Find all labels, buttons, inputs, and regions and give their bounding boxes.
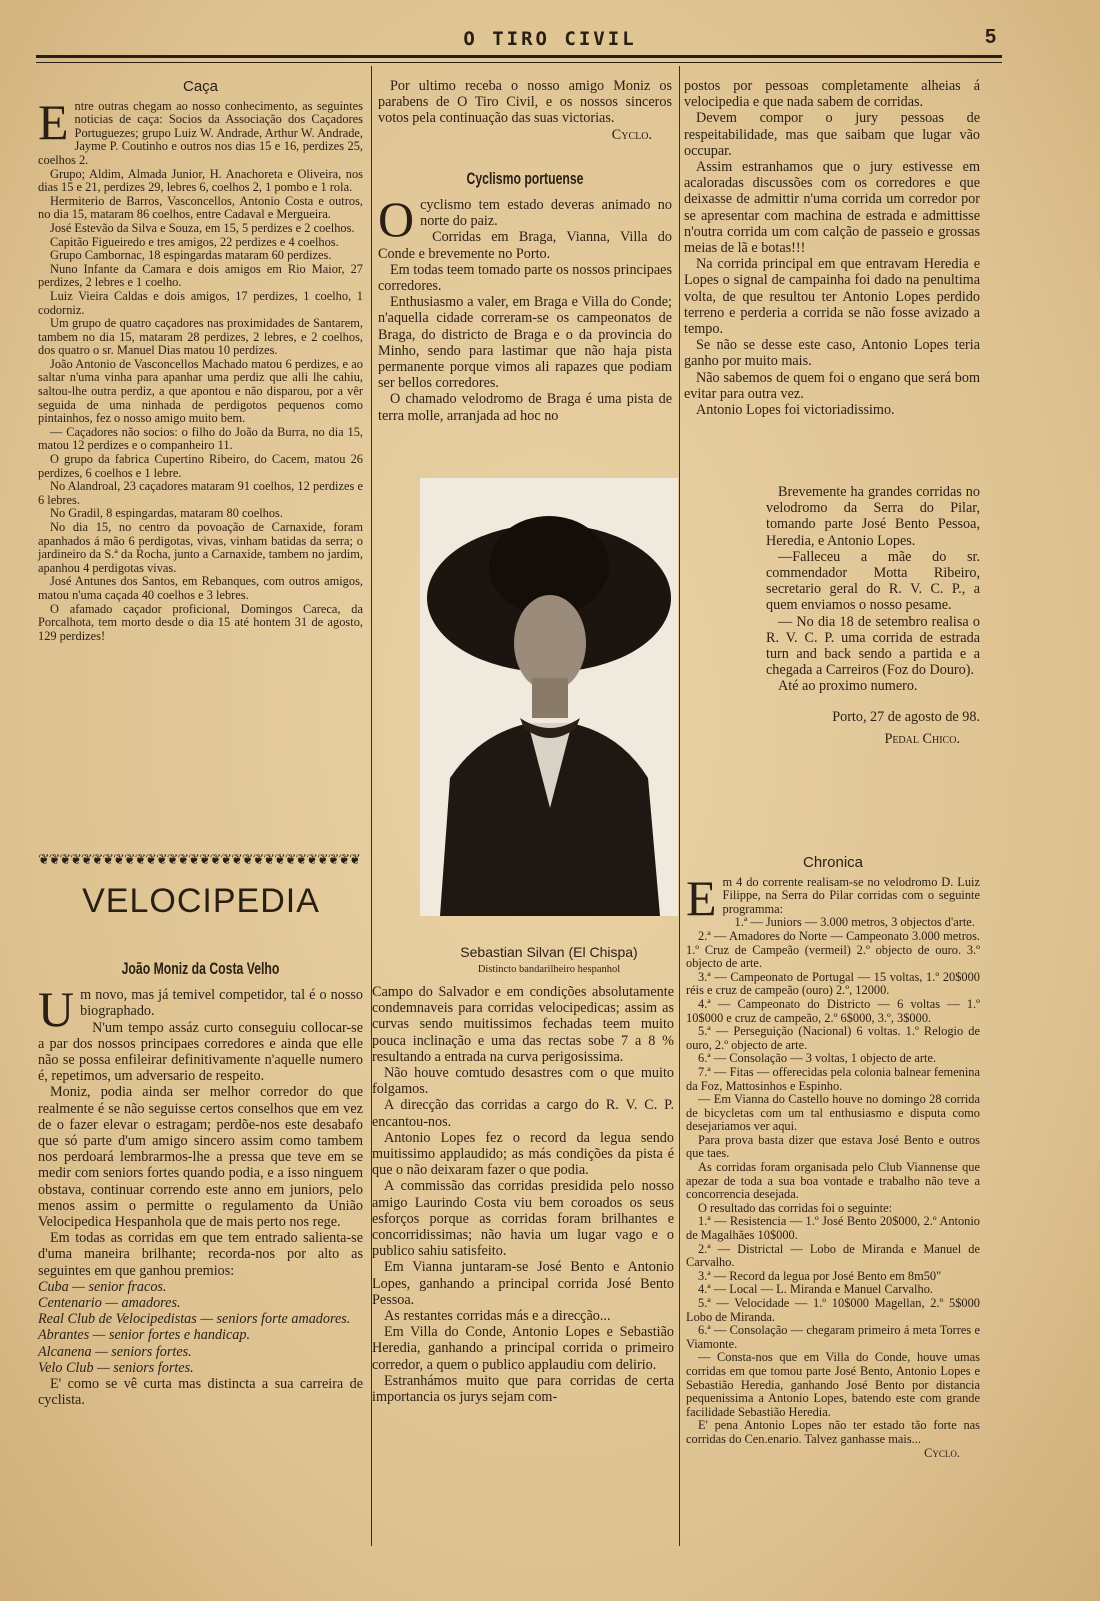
drop-cap: E [38,93,69,150]
paragraph: José Estevão da Silva e Souza, em 15, 5 perdizes e 2 coelhos. [50,220,355,235]
paragraph: As restantes corridas más e a direcção... [384,1308,611,1325]
ornamental-divider: ❦❦❦❦❦❦❦❦❦❦❦❦❦❦❦❦❦❦❦❦❦❦❦❦❦❦❦❦❦❦ [38,853,360,868]
paragraph: 4.ª — Campeonato do Districto — 6 voltas — 1.º 10$000 e cruz de campeão, 2.º 6$000, 3.º, 3$000. [686,996,980,1025]
paragraph: — No dia 18 de setembro realisa o R. V. C. P. uma corrida de estrada turn and back sendo a partida e a chegada a Carreiros (Foz do Douro). [766,613,980,679]
portrait-illustration [420,478,678,916]
paragraph: 6.ª — Consolação — chegaram primeiro á meta Torres e Viamonte. [686,1323,980,1351]
paragraph: No Gradil, 8 espingardas, mataram 80 coelhos. [50,506,283,521]
paragraph: Até ao proximo numero. [778,678,918,695]
paragraph: 2.ª — Amadores do Norte — Campeonato 3.000 metros. 1.º Cruz de Campeão (vermeil) 2.º objecto de ouro. 3.º objecto de arte. [686,928,980,971]
paragraph: 2.ª — Districtal — Lobo de Miranda e Manuel de Carvalho. [686,1241,980,1270]
paragraph: 7.ª — Fitas — offerecidas pela colonia balnear femenina da Foz, Mattosinhos e Espinho. [686,1064,980,1093]
paragraph: E' pena Antonio Lopes não ter estado tão forte nas corridas do Cen.enario. Talvez ganhasse mais... [686,1418,980,1446]
paragraph: 1.ª — Juniors — 3.000 metros, 3 objectos d'arte. [734,915,975,930]
paragraph: Entre outras chegam ao nosso conhecimento, as seguintes noticias de caça: Socios da Associação dos Caçadores Portuguezes; grupo Luiz W. Andrade, Arthur W. Andrade, Jayme P. Coutinho e outros nos dias 15 e 16, perdizes 25, coelhos 2. [38,93,363,167]
paragraph: Por ultimo receba o nosso amigo Moniz os parabens de O Tiro Civil, e os nossos sinceros votos pela continuação das suas victorias. [378,78,672,127]
paragraph: Corridas em Braga, Vianna, Villa do Conde e brevemente no Porto. [378,229,672,262]
paragraph: 1.ª — Resistencia — 1.º José Bento 20$000, 2.º Antonio de Magalhães 10$000. [686,1214,980,1243]
paragraph: Enthusiasmo a valer, em Braga e Villa do Conde; n'aquella cidade correram-se os campeonatos de Braga, do districto de Braga e o da provincia do Minho, sendo para lastimar que não haja pista permanente porque vimos ali rapazes que podiam ser bellos corredores. [378,294,672,392]
signature: Pedal Chico. [884,730,960,747]
paragraph: Hermiterio de Barros, Vasconcellos, Antonio Costa e outros, no dia 15, mataram 86 coelhos, entre Cadaval e Mergueira. [38,193,363,222]
paragraph: José Antunes dos Santos, em Rebanques, com outros amigos, matou n'uma caçada 40 coelhos e 3 lebres. [38,574,363,602]
paragraph: Um novo, mas já temivel competidor, tal é o nosso biographado. [38,981,363,1038]
paragraph: Devem compor o jury pessoas de respeitabilidade, mas que saibam que lugar vão occupar. [684,110,980,159]
signature: Cyclo. [611,126,652,143]
masthead [0,28,1100,50]
paragraph: O grupo da fabrica Cupertino Ribeiro, do Cacem, matou 26 perdizes, 6 coelhos e 1 lebre. [38,452,363,480]
chronica-heading: Chronica [802,854,864,871]
cyclismo-heading: Cyclismo portuense [466,168,584,188]
paragraph: No Alandroal, 23 caçadores mataram 91 coelhos, 12 perdizes e 6 lebres. [38,479,363,507]
paragraph: Um grupo de quatro caçadores nas proximidades de Santarem, tambem no dia 15, mataram 28 perdizes, 2 lebres, e 2 coelhos, dos quatro o sr. Manuel Dias matou 10 perdizes. [38,316,363,358]
drop-cap: U [38,981,75,1038]
paragraph: O cyclismo tem estado deveras animado no norte do paiz. [378,191,672,248]
paragraph: 6.ª — Consolação — 3 voltas, 1 objecto de arte. [698,1051,937,1066]
paragraph: Antonio Lopes fez o record da legua sendo muitissimo applaudido; as más condições da pista é que o não deixaram fazer o que podia. [372,1129,674,1179]
velocipedia-subheading: João Moniz da Costa Velho [121,959,280,978]
signature: Cyclo. [924,1445,960,1460]
paragraph: Estranhámos muito que para corridas de certa importancia os jurys sejam com- [372,1372,674,1406]
paragraph: A commissão das corridas presidida pelo nosso amigo Laurindo Costa viu bem coroados os seus esforços porque as corridas foram brilhantes e concorridissimas; não havia um lugar vago e o publico sahiu satisfeito. [372,1178,674,1260]
paragraph: — Em Vianna do Castello houve no domingo 28 corrida de bicycletas com um tal enthusiasmo e disputa como desejariamos ver aqui. [686,1092,980,1134]
paragraph: Em todas as corridas em que tem entrado salienta-se d'uma maneira brilhante; recorda-nos por alto as seguintes em que ganhou premios: [38,1230,363,1279]
paragraph: Em 4 do corrente realisam-se no velodromo D. Luiz Filippe, na Serra do Pilar corridas com o seguinte programma: [686,869,980,926]
list-item: Alcanena — seniors fortes. [38,1343,192,1360]
list-item: Real Club de Velocipedistas — seniors forte amadores. [38,1311,351,1328]
masthead-rule [36,55,1002,63]
paragraph: No dia 15, no centro da povoação de Carnaxide, foram apanhados á mão 6 perdigotas, vivas, vinham batidas da serra; o jardineiro da S.ª da Rocha, junto a Carnaxide, tambem no jardim, apanhou 4 perdigotas vivas. [38,520,363,575]
velocipedia-title: VELOCIPEDIA [82,882,320,920]
paragraph: Para prova basta dizer que estava José Bento e outros que taes. [686,1132,980,1161]
paragraph: postos por pessoas completamente alheias á velocipedia e que nada sabem de corridas. [684,78,980,111]
paragraph: Capitão Figueiredo e tres amigos, 22 perdizes e 4 coelhos. [50,234,339,249]
chronica-article [686,852,980,1460]
paragraph: As corridas foram organisada pelo Club Viannense que apezar de toda a sua boa vontade e trabalho não teve a concorrencia desejada. [686,1160,980,1202]
paragraph: 3.ª — Record da legua por José Bento em 8m50" [698,1268,942,1283]
paragraph: 5.ª — Perseguição (Nacional) 6 voltas. 1.º Relogio de ouro, 2.º objecto de arte. [686,1024,980,1052]
dateline: Porto, 27 de agosto de 98. [832,708,980,725]
page-number: 5 [985,26,997,48]
paragraph: Luiz Vieira Caldas e dois amigos, 17 perdizes, 1 coelho, 1 codorniz. [38,288,363,317]
paragraph: 5.ª — Velocidade — 1.º 10$000 Magellan, 2.º 5$000 Lobo de Miranda. [686,1296,980,1324]
column-2-bottom [372,984,674,1405]
caca-article [38,76,363,643]
paragraph: N'um tempo assáz curto conseguiu collocar-se a par dos nossos principaes corredores e ainda que elle não se possa enfileirar definitivamente n'aquelle numero é, repetimos, um adversario de respeito. [38,1019,363,1085]
paragraph: Grupo Cambornac, 18 espingardas mataram 60 perdizes. [50,248,332,263]
paragraph: Em Villa do Conde, Antonio Lopes e Sebastião Heredia, ganhando a principal corrida o primeiro corredor, a quem o publico applaudiu com delirio. [372,1324,674,1373]
paragraph: E' como se vê curta mas distincta a sua carreira de cyclista. [38,1376,363,1409]
paragraph: João Antonio de Vasconcellos Machado matou 6 perdizes, e ao saltar n'uma vinha para apanhar uma perdiz que alli lhe cahiu, saltou-lhe outra perdiz, a que apontou e não disparou, por a vêr seguida de uma ninhada de perdigotos pequenos como pintainhos, fez o nosso amigo muito bem. [38,356,363,426]
paragraph: Na corrida principal em que entravam Heredia e Lopes o signal de campainha foi dado na penultima volta, de que resultou ter Antonio Lopes perdido terreno e perderia a corrida se não fosse avizado a tempo. [684,256,980,338]
column-3-top [684,78,980,418]
list-item: Abrantes — senior fortes e handicap. [38,1327,251,1344]
paragraph: A direcção das corridas a cargo do R. V. C. P. encantou-nos. [372,1097,674,1130]
velocipedia-article [38,955,363,1408]
paragraph: 4.ª — Local — L. Miranda e Manuel Carvalho. [698,1282,933,1297]
paragraph: Não sabemos de quem foi o engano que será bom evitar para outra vez. [684,369,980,402]
list-item: Velo Club — seniors fortes. [38,1359,194,1376]
paragraph: O afamado caçador proficional, Domingos Careca, da Porcalhota, tem morto desde o dia 15 até hontem 31 de agosto, 129 perdizes! [38,601,363,643]
paragraph: Campo do Salvador e em condições absolutamente condemnaveis para corridas velocipedicas; assim as curvas sendo muitissimos fechadas teem muito pouca inclinação e uma das rectas sobe 7 a 8 % resultando a entrada na curva perigosissima. [372,984,674,1065]
column-divider [679,66,680,1546]
paragraph: Antonio Lopes foi victoriadissimo. [696,402,895,419]
paragraph: Grupo; Aldim, Almada Junior, H. Anachoreta e Oliveira, nos dias 15 e 21, perdizes 29, lebres 6, coelhos 2, 1 pombo e 1 rola. [38,166,363,195]
paragraph: —Falleceu a mãe do sr. commendador Motta Ribeiro, secretario geral do R. V. C. P., a quem enviamos o nosso pesame. [766,548,980,614]
drop-cap: E [686,869,717,926]
caca-heading: Caça [182,78,219,95]
paragraph: Em todas teem tomado parte os nossos principaes corredores. [378,261,672,295]
paragraph: Se não se desse este caso, Antonio Lopes teria ganho por muito mais. [684,337,980,370]
paragraph: O chamado velodromo de Braga é uma pista de terra molle, arranjada ad hoc no [378,391,672,424]
list-item: Cuba — senior fracos. [38,1278,167,1295]
paragraph: 3.ª — Campeonato de Portugal — 15 voltas, 1.º 20$000 réis e cruz de campeão (ouro) 2.º, 12000. [686,969,980,998]
paragraph: Brevemente ha grandes corridas no velodromo da Serra do Pilar, tomando parte José Bento Pessoa, Heredia, e Antonio Lopes. [766,484,980,549]
column-3-middle [766,484,980,747]
paragraph: Não houve comtudo desastres com o que muito folgamos. [372,1065,674,1098]
photo-subcaption: Distincto bandarilheiro hespanhol [477,964,621,975]
paragraph: O resultado das corridas foi o seguinte: [698,1200,893,1215]
paragraph: Nuno Infante da Camara e dois amigos em Rio Maior, 27 perdizes, 2 lebres e 1 coelho. [38,261,363,290]
paragraph: — Caçadores não socios: o filho do João da Burra, no dia 15, matou 12 perdizes e o companheiro 11. [38,424,363,453]
paragraph: Assim estranhamos que o jury estivesse em acaloradas discussões com os corredores e que deixasse de admittir n'uma corrida um corredor por se apresentar com machina de estrada e admittisse n'outra corrida um com calção de passeio e grossas meias de lã e botas!!! [684,159,980,257]
newspaper-title: O TIRO CIVIL [463,28,637,50]
list-item: Centenario — amadores. [38,1295,181,1312]
paragraph: Em Vianna juntaram-se José Bento e Antonio Lopes, ganhando a principal corrida José Bento Pessoa. [372,1259,674,1308]
photo-caption: Sebastian Silvan (El Chispa) [460,944,638,960]
portrait-photo [420,478,678,916]
paragraph: — Consta-nos que em Villa do Conde, houve umas corridas em que tomou parte José Bento, Antonio Lopes e Sebastião Heredia, ganhando José Bento por distancia pequenissima a Antonio Lopes, batendo este com grande facilidade Sebastião Heredia. [686,1350,980,1419]
paragraph: Moniz, podia ainda ser melhor corredor do que realmente é se não seguisse certos conselhos que em vez de o fazer elevar o estragam; perdõe-nos este desabafo que só parte d'um amigo sincero assim como tambem nos perdoará lembrarmos-lhe a pressa que teve em se medir com seniors fortes quando podia, e a isso ninguem obstava, continuar correndo este anno em juniors, pelo menos assim o permitte o regulamento da União Velocipedica Hespanhola que de mais perto nos rege. [38,1084,363,1231]
column-2-top [378,78,672,424]
drop-cap: O [378,191,415,248]
